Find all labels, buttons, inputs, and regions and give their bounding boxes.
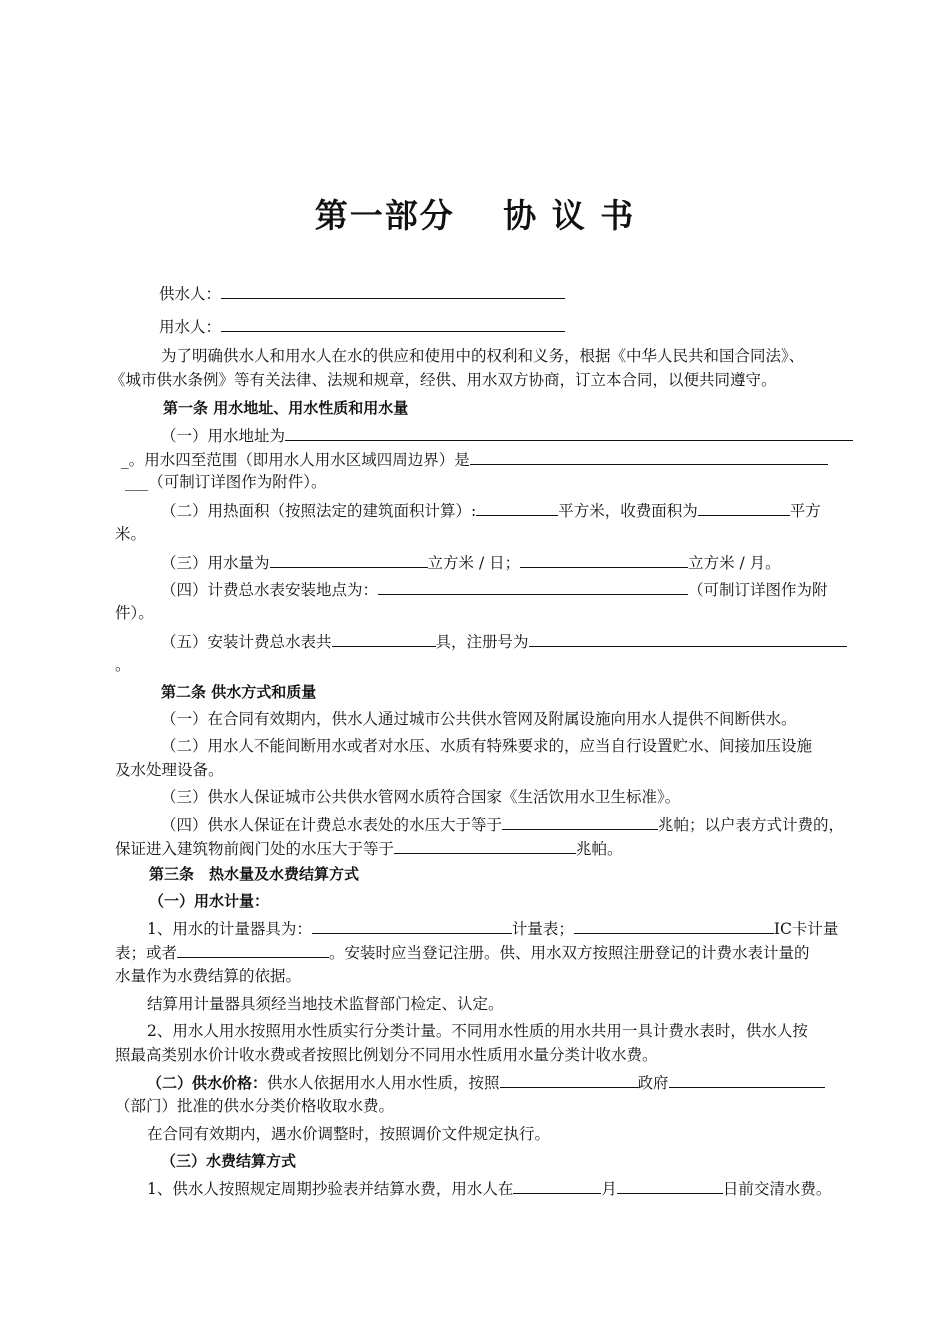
supplier-line (115, 283, 875, 304)
art3-p1-text-a: 1、用水的计量器具为： (147, 920, 312, 938)
meter-count-blank[interactable] (332, 631, 436, 647)
art3-p1-text-e: 。安装时应当登记注册。供、用水双方按照注册登记的计费水表计量的 (329, 944, 810, 962)
art3-p6-text-c: 日前交清水费。 (722, 1180, 832, 1198)
preamble-line-2: 《城市供水条例》等有关法律、法规和规章，经供、用水双方协商，订立本合同，以便共同遵守。 (110, 371, 777, 389)
billing-area-blank[interactable] (698, 500, 790, 516)
monthly-volume-blank[interactable] (520, 552, 688, 568)
art2-item4-line2 (115, 838, 875, 859)
art3-p6-text-a: 1、供水人按照规定周期抄验表并结算水费，用水人在 (147, 1180, 514, 1198)
art1-item3-text-a: （三）用水量为 (161, 554, 270, 572)
art1-item5-line1 (115, 631, 921, 652)
art3-p1-text-c: IC卡计量 (773, 920, 839, 938)
art2-item4-line1 (115, 814, 921, 835)
user-label: 用水人： (159, 318, 222, 336)
registration-number-blank[interactable] (529, 631, 847, 647)
art1-item4-text-a: （四）计费总水表安装地点为： (161, 581, 379, 599)
valve-pressure-blank[interactable] (394, 838, 576, 854)
user-blank[interactable] (221, 316, 565, 332)
ic-meter-blank[interactable] (574, 918, 774, 934)
art1-item1-text-c-prefix: ___ (125, 473, 149, 491)
art1-item5-line2: 。 (115, 656, 131, 674)
art2-item4-text-a: （四）供水人保证在计费总水表处的水压大于等于 (161, 816, 503, 834)
art3-section-2-heading: （二）供水价格： (147, 1074, 268, 1092)
price-authority-blank[interactable] (500, 1072, 638, 1088)
art1-item2-line2: 米。 (115, 525, 147, 543)
meter-type-blank[interactable] (312, 918, 512, 934)
art1-item2-line1 (115, 500, 921, 521)
page-title: 第一部分 协 议 书 (314, 196, 636, 235)
meter-pressure-blank[interactable] (502, 814, 658, 830)
art2-item2-line2: 及水处理设备。 (115, 761, 224, 779)
daily-volume-blank[interactable] (270, 552, 428, 568)
art1-item5-text-b: 具，注册号为 (435, 633, 529, 651)
art3-p4-text-a: 供水人依据用水人用水性质，按照 (267, 1074, 500, 1092)
art3-section-2-line (115, 1072, 907, 1093)
art3-p5: 在合同有效期内，遇水价调整时，按照调价文件规定执行。 (147, 1125, 551, 1143)
art1-item2-text-a: （二）用热面积（按照法定的建筑面积计算）: (161, 502, 477, 520)
preamble-line-1: 为了明确供水人和用水人在水的供应和使用中的权利和义务，根据《中华人民共和国合同法》、 (161, 347, 805, 365)
art1-item3-text-c: 立方米 / 月。 (688, 554, 781, 572)
art1-item1-line2 (115, 449, 881, 470)
art1-item3-text-b: 立方米 / 日； (427, 554, 521, 572)
art1-item4-text-b: （可制订详图作为附 (688, 581, 828, 599)
art1-item2-text-c: 平方 (789, 502, 821, 520)
payment-day-blank[interactable] (617, 1178, 723, 1194)
article-2-heading: 第二条 供水方式和质量 (161, 683, 317, 701)
art1-item1-line3 (115, 472, 885, 492)
art3-p6-line (115, 1178, 907, 1199)
art3-p6-text-b: 月 (601, 1180, 617, 1198)
art3-p1-text-b: 计量表； (511, 920, 574, 938)
payment-month-blank[interactable] (513, 1178, 601, 1194)
art1-item4-line2: 件）。 (115, 604, 154, 622)
art3-p1-line1 (115, 918, 907, 939)
art2-item4-text-b: 兆帕；以户表方式计费的， (658, 816, 845, 834)
art1-item1-text-a: （一）用水地址为 (161, 427, 286, 445)
art3-p1-text-d: 表；或者 (115, 944, 178, 962)
art2-item3: （三）供水人保证城市公共供水管网水质符合国家《生活饮用水卫生标准》。 (161, 788, 681, 806)
water-boundary-blank[interactable] (470, 449, 828, 465)
user-line (115, 316, 875, 337)
art3-p1-line2 (115, 942, 875, 963)
art2-item1: （一）在合同有效期内，供水人通过城市公共供水管网及附属设施向用水人提供不间断供水。 (161, 710, 797, 728)
art2-item4-text-c: 保证进入建筑物前阀门处的水压大于等于 (115, 840, 395, 858)
government-dept-blank[interactable] (669, 1072, 825, 1088)
art1-item3-line (115, 552, 921, 573)
art1-item5-text-a: （五）安装计费总水表共 (161, 633, 332, 651)
supplier-label: 供水人： (159, 285, 222, 303)
meter-location-blank[interactable] (378, 579, 688, 595)
supplier-blank[interactable] (221, 283, 565, 299)
art3-p2: 结算用计量器具须经当地技术监督部门检定、认定。 (147, 995, 504, 1013)
other-meter-blank[interactable] (177, 942, 329, 958)
art3-p1-line3: 水量作为水费结算的依据。 (115, 967, 302, 985)
art3-p3-line2: 照最高类别水价计收水费或者按照比例划分不同用水性质用水量分类计收水费。 (115, 1046, 658, 1064)
art2-item4-text-d: 兆帕。 (576, 840, 623, 858)
heating-area-blank[interactable] (476, 500, 558, 516)
art3-p4-text-b: 政府 (637, 1074, 669, 1092)
art1-item2-text-b: 平方米，收费面积为 (558, 502, 698, 520)
art2-item2-line1: （二）用水人不能间断用水或者对水压、水质有特殊要求的，应当自行设置贮水、间接加压设施 (161, 737, 813, 755)
art1-item1-line1 (115, 425, 921, 446)
article-3-heading: 第三条 热水量及水费结算方式 (149, 865, 360, 883)
art3-p4-line2: （部门）批准的供水分类价格收取水费。 (115, 1097, 395, 1115)
art3-section-1-heading: （一）用水计量： (149, 892, 270, 910)
art1-item1-text-c: （可制订详图作为附件）。 (148, 473, 327, 491)
art1-item4-line1 (115, 579, 921, 600)
water-address-blank[interactable] (285, 425, 853, 441)
art3-p3-line1: 2、用水人用水按照用水性质实行分类计量。不同用水性质的用水共用一具计费水表时，供水人按 (147, 1022, 808, 1040)
art1-item1-text-b: _。用水四至范围（即用水人用水区域四周边界）是 (121, 451, 470, 469)
art3-section-3-heading: （三）水费结算方式 (161, 1152, 297, 1170)
article-1-heading: 第一条 用水地址、用水性质和用水量 (163, 399, 409, 417)
